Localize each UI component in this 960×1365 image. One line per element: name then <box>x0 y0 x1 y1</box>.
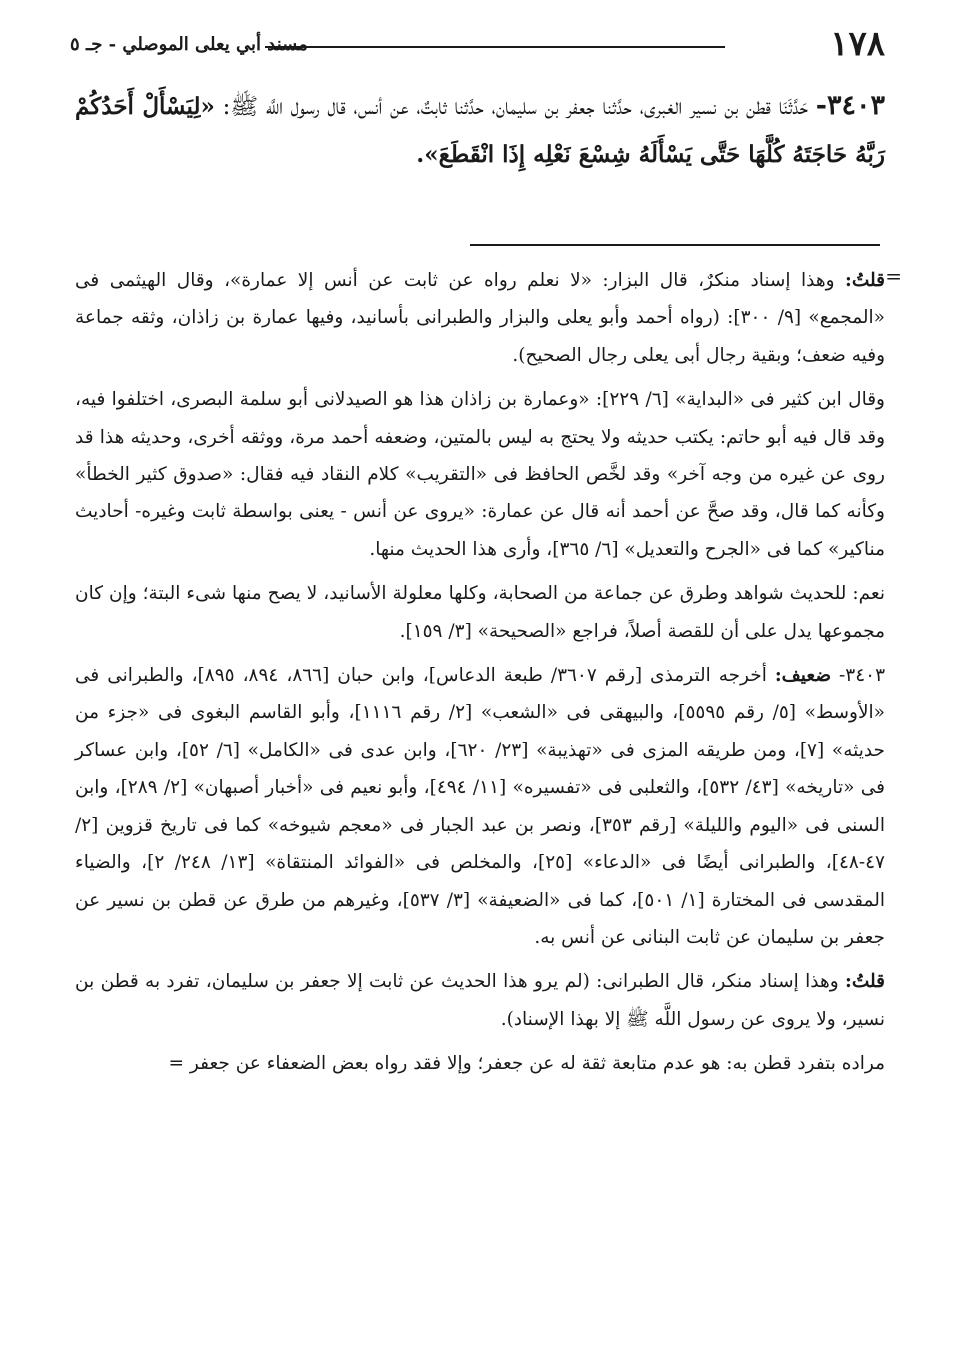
footnote-divider <box>470 244 880 246</box>
footnote-paragraph <box>75 963 885 1038</box>
header-rule <box>265 46 725 48</box>
hadith-chain: حَدَّثَنَا قطن بن نسير الغبرى، حدَّثنا جعفر بن سليمان، حدَّثنا ثابتٌ، عن أنس، قال رسول اللَّه ﷺ: <box>222 94 809 120</box>
footnote-paragraph <box>75 657 885 956</box>
note-text: وقال ابن كثير فى «البداية» [٦/ ٢٢٩]: «وعمارة بن زاذان هذا هو الصيدلانى أبو سلمة البصرى، اختلفوا فيه، وقد قال فيه أبو حاتم: يكتب حديثه ولا يحتج به ليس بالمتين، وضعفه أحمد مرة، ووثقه أخرى، وحديثه هذا قد روى عن غيره من وجه آخر» وقد لخَّص الحافظ فى «التقريب» كلام النقاد فيه فقال: «صدوق كثير الخطأ» وكأنه كما قال، وقد صحَّ عن أحمد أنه قال عن عمارة: «يروى عن أنس - يعنى بواسطة ثابت وغيره- أحاديث مناكير» كما فى «الجرح والتعديل» [٦/ ٣٦٥]، وأرى هذا الحديث منها. <box>75 389 885 560</box>
footnote-paragraph <box>75 575 885 650</box>
note-number: ٣٤٠٣- <box>839 665 886 687</box>
continuation-mark: = <box>885 264 902 288</box>
book-title: مسند أبي يعلى الموصلي - جـ ٥ <box>70 34 308 55</box>
note-text: وهذا إسناد منكر، قال الطبرانى: (لم يرو هذا الحديث عن ثابت إلا جعفر بن سليمان، تفرد به قطن بن نسير، ولا يروى عن رسول اللَّه ﷺ إلا بهذا الإسناد). <box>75 971 885 1030</box>
note-text: أخرجه الترمذى [رقم ٣٦٠٧/ طبعة الدعاس]، وابن حبان [٨٦٦، ٨٩٤، ٨٩٥]، والطبرانى فى «الأوسط» [٥/ رقم ٥٥٩٥]، والبيهقى فى «الشعب» [٢/ رقم ١١١٦]، وأبو القاسم البغوى فى «جزء من حديثه» [٧]، ومن طريقه المزى فى «تهذيبة» [٢٣/ ٦٢٠]، وابن عدى فى «الكامل» [٦/ ٥٢]، وابن عساكر فى «تاريخه» [٤٣/ ٥٣٢]، والثعلبى فى «تفسيره» [١١/ ٤٩٤]، وأبو نعيم فى «أخبار أصبهان» [٢/ ٢٨٩]، وابن السنى فى «اليوم والليلة» [رقم ٣٥٣]، ونصر بن عبد الجبار فى «معجم شيوخه» كما فى تاريخ قزوين [٢/ ٤٧-٤٨]، والطبرانى أيضًا فى «الدعاء» [٢٥]، والمخلص فى «الفوائد المنتقاة» [١٣/ ٢٤٨/ ٢]، والضياء المقدسى فى المختارة [١/ ٥٠١]، كما فى «الضعيفة» [٣/ ٥٣٧]، وغيرهم من طرق عن قطن بن نسير عن جعفر بن سليمان عن ثابت البنانى عن أنس به. <box>75 665 886 948</box>
grade-label: ضعيف: <box>774 665 832 687</box>
page-number: ١٧٨ <box>830 24 885 64</box>
footnotes <box>75 262 885 1090</box>
hadith-saying: «لِيَسْأَلْ أَحَدُكُمْ رَبَّهُ حَاجَتَهُ كُلَّهَا حَتَّى يَسْأَلَهُ شِسْعَ نَعْلِه إِذَا انْقَطَعَ». <box>75 93 885 168</box>
footnote-paragraph <box>75 381 885 568</box>
note-text: مراده بتفرد قطن به: هو عدم متابعة ثقة له عن جعفر؛ وإلا فقد رواه بعض الضعفاء عن جعفر = <box>168 1053 885 1075</box>
note-text: نعم: للحديث شواهد وطرق عن جماعة من الصحابة، وكلها معلولة الأسانيد، لا يصح منها شىء البتة؛ وإن كان مجموعها يدل على أن للقصة أصلاً، فراجع «الصحيحة» [٣/ ١٥٩]. <box>75 583 885 642</box>
note-lead: قلتُ: <box>845 270 886 291</box>
footnote-paragraph <box>75 262 885 374</box>
footnote-paragraph <box>75 1045 885 1082</box>
note-lead: قلتُ: <box>845 971 886 993</box>
note-text: وهذا إسناد منكرٌ، قال البزار: «لا نعلم رواه عن ثابت عن أنس إلا عمارة»، وقال الهيثمى فى «المجمع» [٩/ ٣٠٠]: (رواه أحمد وأبو يعلى والبزار والطبرانى بأسانيد، وفيها عمارة بن زاذان، وثقه جماعة وفيه ضعف؛ وبقية رجال أبى يعلى رجال الصحيح). <box>75 270 885 366</box>
hadith-text <box>75 82 885 179</box>
page-header <box>70 18 885 68</box>
hadith-number: ٣٤٠٣- <box>815 90 886 121</box>
